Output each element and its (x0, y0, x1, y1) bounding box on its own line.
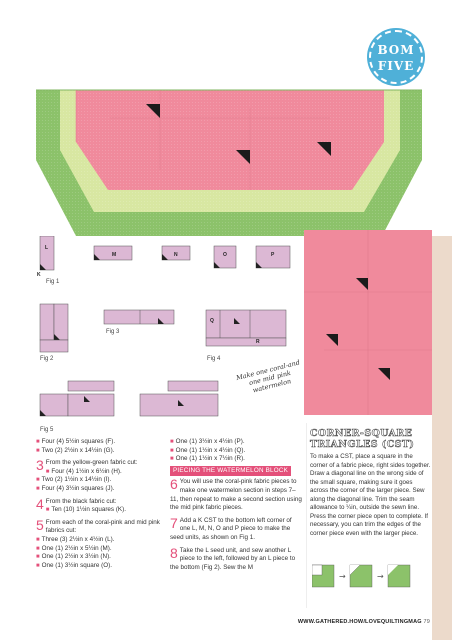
list-item: ■ Four (4) 3½in squares (J). (36, 484, 115, 492)
piece-label-p: P (271, 252, 275, 258)
list-item: ■ Two (2) 2½in x 14½in (G). (36, 446, 115, 454)
piecing-diagrams (0, 236, 300, 426)
pink-section-photo (304, 230, 432, 415)
cst-steps-diagram (312, 563, 422, 589)
fig5-diagram (40, 381, 218, 416)
list-item: ■ One (1) 2½in x 5½in (M). (36, 544, 112, 552)
fig1-label: Fig 1 (46, 279, 60, 285)
handwritten-note: Make one coral-and one mid pink watermelon (235, 358, 301, 395)
fig3-diagram (104, 310, 174, 324)
list-item: ■ One (1) 3½in square (O). (36, 561, 112, 569)
badge-line-1: BOM (377, 43, 415, 57)
section-heading: PIECING THE WATERMELON BLOCK (170, 466, 291, 477)
piece-label-k: K (37, 272, 41, 278)
arrow-icon: → (339, 572, 346, 581)
list-item: ■ Two (2) 1½in x 14½in (I). (36, 476, 112, 484)
list-item: ■ Three (3) 2½in x 4½in (L). (36, 535, 115, 543)
piece-label-q: Q (210, 318, 214, 324)
bom-five-badge (369, 30, 423, 84)
badge-line-2: FIVE (377, 59, 415, 73)
instructions-column-1 (36, 438, 166, 570)
fig4-diagram (206, 310, 286, 346)
piece-label-n: N (174, 252, 178, 258)
list-item: ■ One (1) 1½in x 4½in (Q). (170, 446, 246, 454)
list-item: ■ One (1) 1½in x 7½in (R). (170, 455, 245, 463)
list-item: ■ Ten (10) 1½in squares (K). (45, 506, 126, 514)
instructions-column-2 (170, 438, 302, 572)
fig2-label: Fig 2 (40, 356, 54, 362)
list-item: ■ One (1) 2½in x 3½in (N). (36, 553, 111, 561)
list-item: ■ Four (4) 1½in x 6½in (H). (45, 467, 122, 475)
step-6: 6 You will use the coral-pink fabric pieces to make one watermelon section in steps 7–11, then repeat to make a second section using the mid pink fabric pieces. (170, 476, 302, 512)
step-7: 7 Add a K CST to the bottom left corner of one L, M, N, O and P piece to make the seed units, as shown on Fig 1. (170, 514, 292, 541)
fig3-label: Fig 3 (106, 329, 120, 335)
fig5-label: Fig 5 (40, 427, 54, 433)
piece-label-m: M (112, 252, 117, 258)
fig1-diagram (40, 236, 290, 270)
piece-label-r: R (256, 339, 260, 345)
footer-url: WWW.GATHERED.HOW/LOVEQUILTINGMAG (297, 619, 422, 625)
fig4-label: Fig 4 (207, 356, 221, 362)
fig2-diagram (40, 304, 68, 352)
step-3: 3 From the yellow-green fabric cut: (36, 457, 138, 474)
page-footer (230, 619, 430, 625)
list-item: ■ One (1) 3½in x 4½in (P). (170, 438, 245, 445)
cst-text: To make a CST, place a square in the corner of a fabric piece, right sides together. Draw a diagonal line on the wrong side of the small square, making sure it goes across the corner of the larger piece. Sew along the diagonal line. Trim the seam allowance to ¼in, outside the sewn line. Press the corner piece open to complete. If necessary, you can trim the edges of the corner piece even with the larger piece. (310, 453, 431, 537)
piece-label-l: L (45, 245, 49, 251)
step-4: 4 From the black fabric cut: (36, 495, 117, 512)
step-8: 8 Take the L seed unit, and sew another L piece to the left, followed by an L piece to the bottom (Fig 2). Sew the M (170, 544, 296, 571)
piece-label-o: O (223, 252, 227, 258)
list-item: ■ Four (4) 5½in squares (F). (36, 438, 116, 445)
page-number: 79 (423, 619, 430, 625)
arrow-icon: → (377, 572, 384, 581)
cst-title: CORNER-SQUARE TRIANGLES (CST) (310, 428, 415, 450)
step-5: 5 From each of the coral-pink and mid pink fabrics cut: (36, 516, 160, 535)
